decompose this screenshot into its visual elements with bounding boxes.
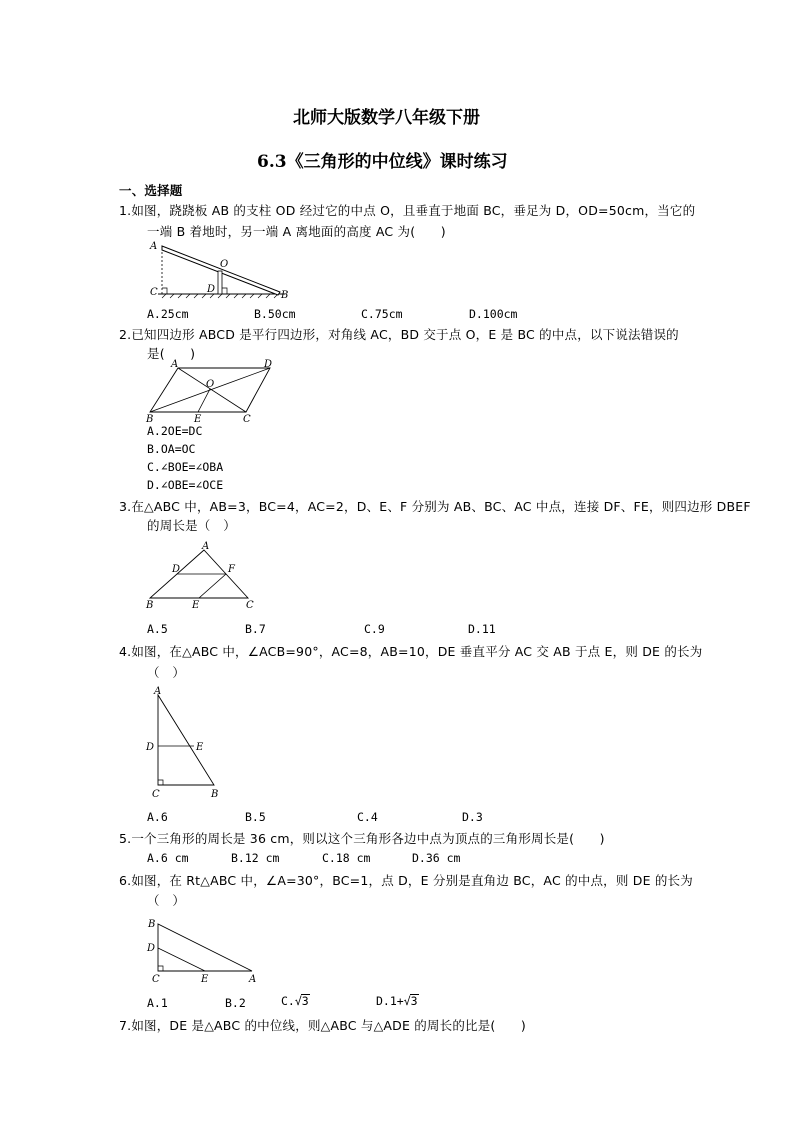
- right-triangle-figure-q4: [142, 685, 224, 801]
- q6-label-d: D: [147, 943, 156, 954]
- q1-option-c[interactable]: C.75cm: [361, 307, 403, 321]
- q4-option-b[interactable]: B.5: [245, 810, 266, 824]
- parallelogram-figure: [142, 358, 282, 424]
- q1-option-d[interactable]: D.100cm: [469, 307, 518, 321]
- q3-label-f: F: [228, 564, 235, 575]
- doc-title: 北师大版数学八年级下册: [293, 108, 480, 128]
- q5-option-b[interactable]: B.12 cm: [231, 851, 280, 865]
- q6-option-c-radicand: 3: [301, 994, 309, 1008]
- q2-label-e: E: [194, 414, 202, 425]
- q4-label-b: B: [211, 789, 219, 800]
- question-3-line-2: 的周长是（ ）: [147, 518, 236, 533]
- question-4-line-2: （ ）: [147, 665, 186, 680]
- q2-option-a[interactable]: A.2OE=DC: [147, 424, 203, 438]
- q6-option-d-label: D.1+: [376, 994, 404, 1008]
- q6-option-d-radicand: 3: [410, 994, 418, 1008]
- q3-option-c[interactable]: C.9: [364, 622, 385, 636]
- q1-option-b[interactable]: B.50cm: [254, 307, 296, 321]
- q3-label-c: C: [246, 600, 254, 611]
- q2-option-c[interactable]: C.∠BOE=∠OBA: [147, 460, 224, 474]
- q3-option-a[interactable]: A.5: [147, 622, 168, 636]
- q2-label-d: D: [264, 359, 273, 370]
- q5-option-a[interactable]: A.6 cm: [147, 851, 189, 865]
- question-2-line-2: 是( ): [147, 346, 196, 361]
- q5-option-c[interactable]: C.18 cm: [322, 851, 371, 865]
- q6-option-a[interactable]: A.1: [147, 996, 168, 1010]
- q3-label-b: B: [146, 600, 154, 611]
- q1-label-a: A: [150, 241, 158, 252]
- q2-label-a: A: [171, 359, 179, 370]
- q2-option-b[interactable]: B.OA=OC: [147, 442, 196, 456]
- q6-option-c[interactable]: [281, 994, 310, 1008]
- sqrt-sign: √: [403, 994, 411, 1008]
- right-triangle-figure-q6: [142, 914, 262, 986]
- question-1-line-1: 1.如图，跷跷板 AB 的支柱 OD 经过它的中点 O，且垂直于地面 BC，垂足为 D，OD=50cm，当它的: [119, 203, 696, 218]
- seesaw-figure: [140, 238, 300, 304]
- question-6-line-1: 6.如图，在 Rt△ABC 中，∠A=30°，BC=1，点 D，E 分别是直角边 BC，AC 的中点，则 DE 的长为: [119, 873, 693, 888]
- q2-label-b: B: [146, 414, 154, 425]
- question-5-line-1: 5.一个三角形的周长是 36 cm，则以这个三角形各边中点为顶点的三角形周长是( ): [119, 831, 605, 846]
- q4-label-e: E: [196, 742, 204, 753]
- q3-option-d[interactable]: D.11: [468, 622, 496, 636]
- q4-option-a[interactable]: A.6: [147, 810, 168, 824]
- q2-label-c: C: [243, 414, 251, 425]
- q6-option-b[interactable]: B.2: [225, 996, 246, 1010]
- q6-option-d[interactable]: [376, 994, 419, 1008]
- sqrt-sign: √: [294, 994, 302, 1008]
- question-7-line-1: 7.如图，DE 是△ABC 的中位线，则△ABC 与△ADE 的周长的比是( ): [119, 1018, 526, 1033]
- q6-label-a: A: [249, 974, 257, 985]
- q5-option-d[interactable]: D.36 cm: [412, 851, 461, 865]
- doc-subtitle: 6.3《三角形的中位线》课时练习: [257, 152, 508, 172]
- q6-label-c: C: [152, 974, 160, 985]
- question-3-line-1: 3.在△ABC 中，AB=3，BC=4，AC=2，D、E、F 分别为 AB、BC、AC 中点，连接 DF、FE，则四边形 DBEF: [119, 499, 751, 514]
- q4-option-d[interactable]: D.3: [462, 810, 483, 824]
- q3-option-b[interactable]: B.7: [245, 622, 266, 636]
- triangle-midpoints-figure: [142, 540, 262, 612]
- q6-label-e: E: [201, 974, 209, 985]
- question-6-line-2: （ ）: [147, 893, 186, 908]
- q4-label-c: C: [152, 789, 160, 800]
- question-4-line-1: 4.如图，在△ABC 中，∠ACB=90°，AC=8，AB=10，DE 垂直平分 AC 交 AB 于点 E，则 DE 的长为: [119, 644, 703, 659]
- question-1-line-2: 一端 B 着地时，另一端 A 离地面的高度 AC 为( ): [147, 224, 446, 239]
- q1-label-b: B: [281, 290, 289, 301]
- q2-label-o: O: [206, 379, 215, 390]
- q1-label-o: O: [220, 259, 229, 270]
- q3-label-e: E: [192, 600, 200, 611]
- section-heading: 一、选择题: [119, 183, 183, 198]
- q4-option-c[interactable]: C.4: [357, 810, 378, 824]
- q2-option-d[interactable]: D.∠OBE=∠OCE: [147, 478, 224, 492]
- q6-label-b: B: [148, 919, 156, 930]
- q1-label-c: C: [150, 287, 158, 298]
- q4-label-d: D: [146, 742, 155, 753]
- question-2-line-1: 2.已知四边形 ABCD 是平行四边形，对角线 AC，BD 交于点 O，E 是 BC 的中点，以下说法错误的: [119, 327, 679, 342]
- q4-label-a: A: [154, 686, 162, 697]
- q6-option-c-label: C.: [281, 994, 295, 1008]
- q1-option-a[interactable]: A.25cm: [147, 307, 189, 321]
- q3-label-d: D: [172, 564, 181, 575]
- q1-label-d: D: [207, 284, 216, 295]
- q3-label-a: A: [202, 541, 210, 552]
